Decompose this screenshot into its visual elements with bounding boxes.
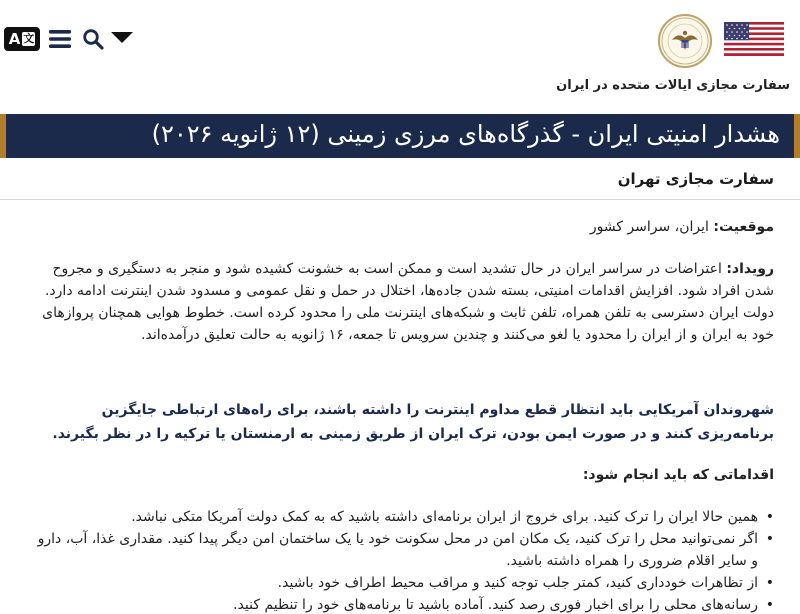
site-header — [0, 0, 800, 108]
location-label: موقعیت: — [713, 219, 774, 235]
list-item: • رسانه‌های محلی را برای اخبار فوری رصد کنید. آماده باشید تا برنامه‌های خود را تنظیم کنید. — [29, 594, 774, 614]
us-flag-icon — [724, 22, 784, 56]
location-value: ایران، سراسر کشور — [589, 219, 709, 235]
translate-icon[interactable] — [4, 27, 40, 51]
event-text: اعتراضات در سراسر ایران در حال تشدید است و ممکن است به خشونت کشیده شود و منجر به دستگیری و مجروح شدن افراد شود. افزایش اقدامات امنیتی، بسته شدن جاده‌ها، اختلال در حمل و نقل عمومی و مسدود شدن اینترنت ادامه دارد. دولت ایران دسترسی به تلفن همراه، تلفن ثابت و شبکه‌های اینترنت ملی را محدود کرده است. خطوط هوایی همچنان پروازهای خود به ایران و از ایران را محدود یا لغو می‌کنند و چندین سرویس تا جمعه، ۱۶ ژانویه به حالت تعلیق درآمده‌اند. — [42, 261, 774, 343]
list-item: • اگر نمی‌توانید محل را ترک کنید، یک مکان امن در محل سکونت خود یا یک ساختمان امن دیگر پیدا کنید. مقداری غذا، آب، دارو و سایر اقلام ضروری را همراه داشته باشید. — [29, 528, 774, 572]
event-paragraph — [29, 258, 774, 346]
location-paragraph — [34, 216, 774, 238]
divider — [0, 199, 800, 200]
actions-list — [29, 506, 774, 614]
actions-heading: اقداماتی که باید انجام شود: — [582, 467, 774, 483]
organization-name: سفارت مجازی تهران — [617, 170, 774, 188]
page-title-banner — [0, 114, 800, 158]
menu-icon[interactable] — [48, 27, 72, 51]
chevron-down-icon[interactable] — [110, 29, 134, 47]
translate-glyph-a: A — [8, 30, 21, 48]
list-item: • از تظاهرات خودداری کنید، کمتر جلب توجه کنید و مراقب محیط اطراف خود باشید. — [29, 572, 774, 594]
search-icon[interactable] — [81, 27, 105, 51]
page-title: هشدار امنیتی ایران - گذرگاه‌های مرزی زمینی (۱۲ ژانویه ۲۰۲۶) — [151, 120, 780, 148]
translate-glyph-b: 文 — [23, 32, 35, 45]
advice-paragraph: شهروندان آمریکایی باید انتظار قطع مداوم اینترنت را داشته باشند، برای راه‌های ارتباطی جایگزین برنامه‌ریزی کنند و در صورت ایمن بودن، ترک ایران از طریق زمینی به ارمنستان یا ترکیه را در نظر بگیرند. — [52, 402, 774, 442]
embassy-seal-icon — [658, 14, 712, 68]
site-name[interactable]: سفارت مجازی ایالات متحده در ایران — [556, 78, 790, 93]
event-label: رویداد: — [726, 261, 774, 277]
list-item: • همین حالا ایران را ترک کنید. برای خروج از ایران برنامه‌ای داشته باشید که به کمک دولت آمریکا متکی نباشد. — [29, 506, 774, 528]
